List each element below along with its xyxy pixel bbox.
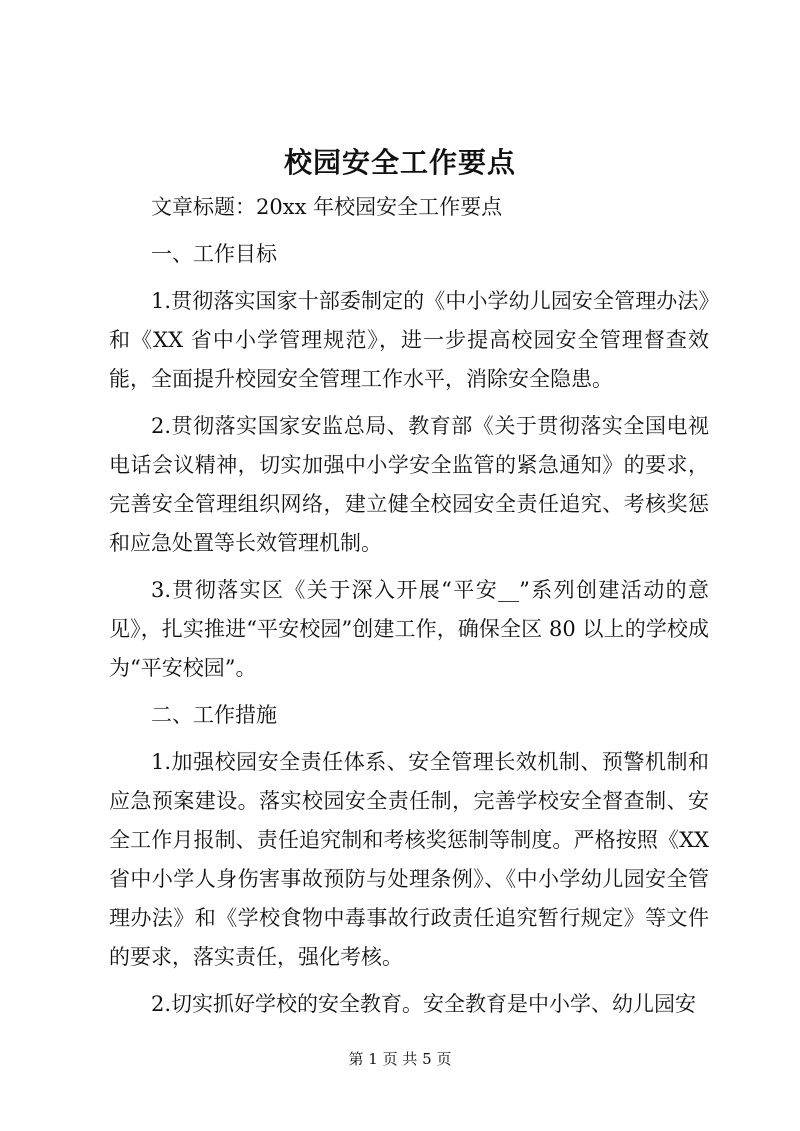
goal-paragraph-2: 2.贯彻落实国家安监总局、教育部《关于贯彻落实全国电视电话会议精神，切实加强中小学安全监管的紧急通知》的要求，完善安全管理组织网络，建立健全校园安全责任追究、考核奖惩和应急处置等长效管理机制。	[109, 414, 709, 555]
goal-paragraph-3: 3.贯彻落实区《关于深入开展“平安__”系列创建活动的意见》，扎实推进“平安校园”创建工作，确保全区 80 以上的学校成为“平安校园”。	[109, 578, 709, 680]
section-heading-goals: 一、工作目标	[151, 242, 277, 266]
document-title: 校园安全工作要点	[283, 146, 516, 179]
goal-paragraph-1: 1.贯彻落实国家十部委制定的《中小学幼儿园安全管理办法》和《XX 省中小学管理规范》，进一步提高校园安全管理督查效能，全面提升校园安全管理工作水平，消除安全隐患。	[109, 289, 709, 391]
section-heading-measures: 二、工作措施	[151, 703, 277, 727]
page-footer: 第 1 页 共 5 页	[348, 1050, 452, 1068]
article-title-line: 文章标题：20xx 年校园安全工作要点	[151, 195, 503, 219]
measure-paragraph-1: 1.加强校园安全责任体系、安全管理长效机制、预警机制和应急预案建设。落实校园安全责任制，完善学校安全督查制、安全工作月报制、责任追究制和考核奖惩制等制度。严格按照《XX 省中小学人身伤害事故预防与处理条例》、《中小学幼儿园安全管理办法》和《学校食物中毒事故行政责任追究暂行规定》等文件的要求，落实责任，强化考核。	[109, 750, 709, 969]
document-body	[109, 188, 709, 1024]
measure-paragraph-2: 2.切实抓好学校的安全教育。安全教育是中小学、幼儿园安	[151, 992, 697, 1016]
